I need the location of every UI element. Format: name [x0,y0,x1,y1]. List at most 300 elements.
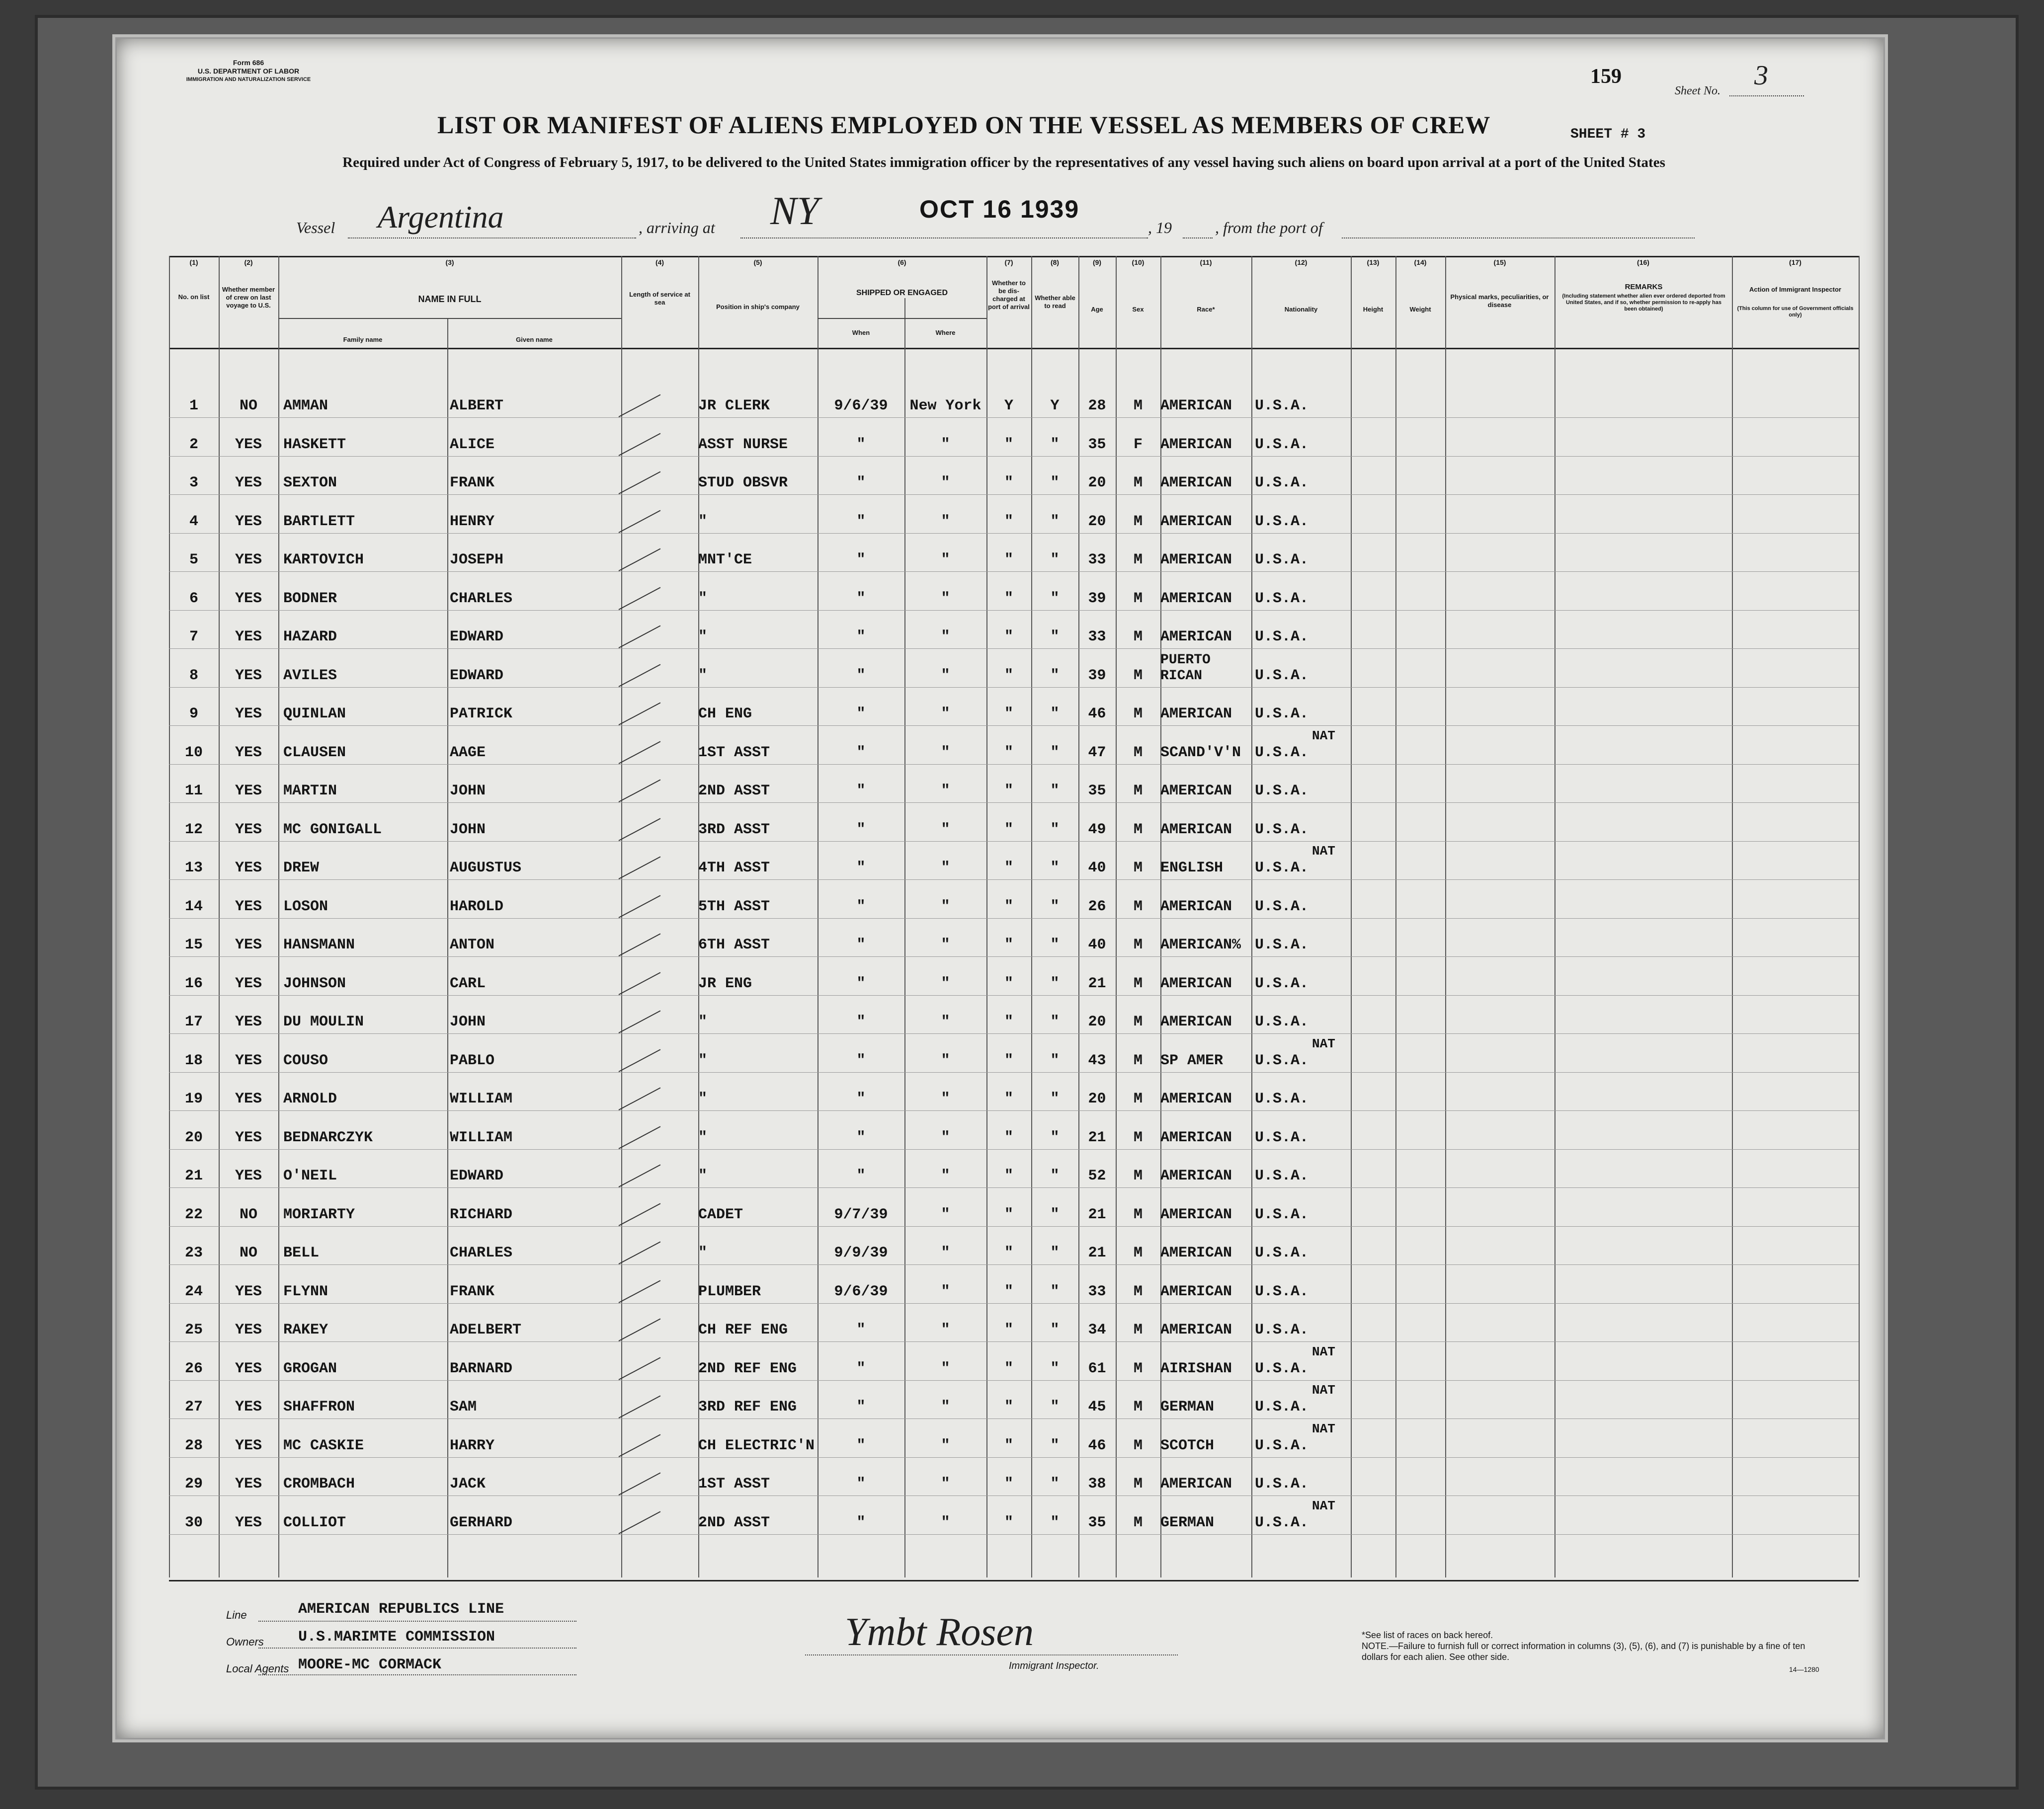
cell-where: " [941,744,950,761]
cell-age: 26 [1088,898,1106,915]
cell-position: " [698,1091,708,1107]
cell-nationality: U.S.A. [1255,1476,1309,1493]
cell-voyage: YES [235,1091,262,1107]
cell-sex: M [1133,513,1143,530]
cell-position: CH REF ENG [698,1322,788,1338]
vessel-name: Argentina [378,199,504,235]
cell-able-read: " [1050,821,1060,838]
cell-age: 47 [1088,744,1106,761]
cell-able-read: " [1050,1283,1060,1300]
cell-age: 35 [1088,1514,1106,1531]
cell-voyage: YES [235,474,262,491]
cell-nationality: U.S.A. [1255,1283,1309,1300]
cell-no: 18 [184,1052,203,1069]
header-physical-marks: Physical marks, peculiarities, or disease [1450,293,1549,309]
form-code: 14—1280 [1789,1665,1819,1673]
row-rule [169,879,1859,880]
cell-nationality: U.S.A. [1255,975,1309,992]
row-rule [169,417,1859,418]
header-action: Action of Immigrant Inspector [1749,286,1841,293]
cell-given-name: EDWARD [450,1168,504,1184]
cell-no: 16 [184,975,203,992]
cell-given-name: PATRICK [450,706,513,722]
cell-when: " [856,1014,866,1030]
cell-when: " [856,513,866,530]
cell-when: " [856,706,866,722]
cell-discharged: Y [1004,397,1013,414]
cell-no: 10 [184,744,203,761]
cell-sex: M [1133,590,1143,607]
cell-position: CADET [698,1206,743,1223]
cell-naturalized-note: NAT [1312,1383,1335,1398]
cell-race: AMERICAN [1160,1322,1232,1338]
cell-where: " [941,975,950,992]
row-rule [169,1341,1859,1342]
header-race: Race* [1197,306,1215,313]
cell-family-name: GROGAN [283,1360,337,1377]
name-subheader-line [278,318,621,319]
cell-position: 1ST ASST [698,1476,770,1493]
row-rule [169,1187,1859,1188]
colnum-6: (6) [898,258,906,266]
row-rule [169,1380,1859,1381]
cell-no: 28 [184,1437,203,1454]
cell-family-name: HANSMANN [283,937,355,953]
cell-able-read: " [1050,513,1060,530]
cell-no: 29 [184,1476,203,1493]
cell-when: " [856,551,866,568]
cell-voyage: YES [235,1476,262,1493]
cell-family-name: KARTOVICH [283,551,364,568]
cell-race: GERMAN [1160,1514,1215,1531]
cell-given-name: WILLIAM [450,1129,513,1146]
cell-able-read: " [1050,975,1060,992]
col-line [1732,256,1733,1577]
cell-discharged: " [1004,1399,1013,1416]
cell-no: 4 [189,513,198,530]
cell-where: " [941,898,950,915]
cell-voyage: YES [235,975,262,992]
cell-no: 20 [184,1129,203,1146]
cell-nationality: U.S.A. [1255,1514,1309,1531]
cell-family-name: COLLIOT [283,1514,346,1531]
cell-family-name: LOSON [283,898,328,915]
cell-race: AMERICAN [1160,551,1232,568]
cell-where: " [941,474,950,491]
cell-nationality: U.S.A. [1255,551,1309,568]
cell-when: " [856,474,866,491]
cell-where: " [941,1052,950,1069]
vessel-line [348,237,636,238]
cell-given-name: EDWARD [450,667,504,684]
cell-race: AMERICAN [1160,706,1232,722]
cell-given-name: AUGUSTUS [450,860,522,876]
cell-family-name: QUINLAN [283,706,346,722]
cell-no: 22 [184,1206,203,1223]
header-family-name: Family name [343,336,383,343]
header-remarks: REMARKS [1625,283,1663,291]
shipped-subheader-line [818,318,986,319]
year-label: , 19 [1148,219,1172,236]
cell-nationality: U.S.A. [1255,1245,1309,1261]
penalty-note: NOTE.—Failure to furnish full or correct information in columns (3), (5), (6), and (7) is punishable by a fine of ten dollars for each alien. See other side. [1362,1641,1805,1662]
cell-sex: M [1133,1091,1143,1107]
cell-given-name: JOHN [450,1014,486,1030]
line-underline [258,1621,576,1622]
cell-given-name: CHARLES [450,590,513,607]
cell-position: STUD OBSVR [698,474,788,491]
cell-nationality: U.S.A. [1255,436,1309,453]
cell-when: 9/7/39 [834,1206,888,1223]
cell-discharged: " [1004,1514,1013,1531]
cell-when: " [856,1514,866,1531]
cell-given-name: JACK [450,1476,486,1493]
cell-family-name: SEXTON [283,474,337,491]
cell-able-read: " [1050,1514,1060,1531]
col-line [1445,256,1446,1577]
cell-position: " [698,1168,708,1184]
cell-voyage: YES [235,1052,262,1069]
header-action-sub: (This column for use of Government officials only) [1737,306,1854,318]
cell-sex: M [1133,937,1143,953]
cell-discharged: " [1004,1476,1013,1493]
row-rule [169,956,1859,957]
header-remarks-sub: (Including statement whether alien ever ordered deported from United States, and if so, whether permission to re-apply has been obtained) [1562,293,1725,312]
cell-where: " [941,590,950,607]
cell-nationality: U.S.A. [1255,706,1309,722]
cell-when: " [856,436,866,453]
cell-voyage: YES [235,937,262,953]
col-line [1160,256,1161,1577]
cell-able-read: " [1050,1399,1060,1416]
cell-voyage: YES [235,1399,262,1416]
cell-family-name: HAZARD [283,629,337,645]
cell-nationality: U.S.A. [1255,590,1309,607]
owners-underline [258,1648,576,1649]
col-line [1116,256,1117,1577]
cell-voyage: YES [235,436,262,453]
cell-position: " [698,1129,708,1146]
cell-naturalized-note: NAT [1312,1344,1335,1359]
line-label: Line [226,1609,247,1621]
cell-able-read: " [1050,783,1060,799]
cell-no: 19 [184,1091,203,1107]
row-rule [169,1264,1859,1265]
cell-when: " [856,1129,866,1146]
cell-where: " [941,1476,950,1493]
cell-where: " [941,1206,950,1223]
colnum-15: (15) [1493,258,1506,266]
cell-when: " [856,744,866,761]
page-subtitle: Required under Act of Congress of February 5, 1917, to be delivered to the United States immigration officer by the representatives of any vessel having such aliens on board upon arrival at a port of the United States [342,155,1665,170]
cell-sex: M [1133,1514,1143,1531]
cell-family-name: DU MOULIN [283,1014,364,1030]
sheet-no-label: Sheet No. [1675,84,1720,97]
cell-race: AMERICAN [1160,1129,1232,1146]
colnum-14: (14) [1414,258,1427,266]
cell-voyage: YES [235,1437,262,1454]
row-rule [169,802,1859,803]
cell-no: 30 [184,1514,203,1531]
cell-discharged: " [1004,590,1013,607]
cell-sex: M [1133,783,1143,799]
cell-position: " [698,590,708,607]
colnum-11: (11) [1200,258,1212,266]
cell-able-read: " [1050,1437,1060,1454]
header-position: Position in ship's company [716,303,800,311]
cell-given-name: JOSEPH [450,551,504,568]
cell-sex: M [1133,744,1143,761]
cell-race: AIRISHAN [1160,1360,1232,1377]
arriving-line [740,237,1148,238]
cell-when: " [856,783,866,799]
cell-sex: M [1133,1052,1143,1069]
cell-voyage: NO [239,1206,257,1223]
cell-nationality: U.S.A. [1255,783,1309,799]
cell-age: 28 [1088,397,1106,414]
cell-voyage: YES [235,783,262,799]
cell-family-name: O'NEIL [283,1168,337,1184]
cell-age: 34 [1088,1322,1106,1338]
cell-race: AMERICAN [1160,1206,1232,1223]
cell-voyage: YES [235,1014,262,1030]
cell-no: 11 [184,783,203,799]
cell-given-name: ALBERT [450,397,504,414]
row-rule [169,533,1859,534]
cell-able-read: " [1050,436,1060,453]
row-rule [169,1303,1859,1304]
cell-no: 23 [184,1245,203,1261]
cell-discharged: " [1004,629,1013,645]
races-note: *See list of races on back hereof. [1362,1630,1493,1640]
cell-voyage: YES [235,590,262,607]
cell-position: " [698,1245,708,1261]
row-rule [169,610,1859,611]
col-line [1554,256,1555,1577]
cell-sex: M [1133,860,1143,876]
cell-age: 39 [1088,590,1106,607]
cell-discharged: " [1004,898,1013,915]
cell-voyage: NO [239,1245,257,1261]
cell-no: 5 [189,551,198,568]
header-height: Height [1363,306,1384,313]
colnum-9: (9) [1092,258,1102,266]
cell-discharged: " [1004,1129,1013,1146]
cell-given-name: CARL [450,975,486,992]
cell-where: " [941,513,950,530]
cell-nationality: U.S.A. [1255,474,1309,491]
cell-sex: M [1133,1168,1143,1184]
cell-able-read: " [1050,474,1060,491]
cell-position: " [698,1052,708,1069]
col-line [1859,256,1860,1577]
col-line [698,256,699,1577]
cell-nationality: U.S.A. [1255,1129,1309,1146]
cell-given-name: AAGE [450,744,486,761]
cell-where: " [941,937,950,953]
cell-no: 3 [189,474,198,491]
cell-race: AMERICAN [1160,1014,1232,1030]
header-length-service: Length of service at sea [629,291,690,306]
cell-where: " [941,1245,950,1261]
cell-when: " [856,1399,866,1416]
cell-position: 2ND ASST [698,783,770,799]
cell-when: " [856,898,866,915]
cell-given-name: FRANK [450,474,495,491]
cell-no: 14 [184,898,203,915]
row-rule [169,456,1859,457]
cell-sex: M [1133,629,1143,645]
cell-age: 39 [1088,667,1106,684]
cell-able-read: " [1050,1091,1060,1107]
cell-race: AMERICAN [1160,1476,1232,1493]
cell-nationality: U.S.A. [1255,667,1309,684]
cell-given-name: EDWARD [450,629,504,645]
cell-race: AMERICAN [1160,590,1232,607]
cell-given-name: WILLIAM [450,1091,513,1107]
cell-race: SCOTCH [1160,1437,1215,1454]
cell-where: " [941,436,950,453]
cell-age: 45 [1088,1399,1106,1416]
cell-sex: M [1133,1399,1143,1416]
cell-position: " [698,667,708,684]
cell-sex: M [1133,821,1143,838]
cell-where: " [941,1129,950,1146]
cell-given-name: HENRY [450,513,495,530]
cell-nationality: U.S.A. [1255,821,1309,838]
arriving-label: , arriving at [639,219,715,236]
cell-family-name: CLAUSEN [283,744,346,761]
cell-age: 20 [1088,1014,1106,1030]
cell-race: AMERICAN [1160,397,1232,414]
cell-race: AMERICAN [1160,629,1232,645]
cell-naturalized-note: NAT [1312,1498,1335,1513]
cell-sex: M [1133,397,1143,414]
cell-age: 21 [1088,975,1106,992]
cell-voyage: YES [235,1514,262,1531]
cell-position: CH ENG [698,706,752,722]
cell-where: " [941,551,950,568]
cell-where: " [941,1360,950,1377]
cell-no: 24 [184,1283,203,1300]
cell-family-name: HASKETT [283,436,346,453]
cell-when: " [856,1437,866,1454]
cell-able-read: " [1050,590,1060,607]
cell-age: 21 [1088,1129,1106,1146]
cell-no: 27 [184,1399,203,1416]
row-rule [169,995,1859,996]
cell-where: " [941,860,950,876]
cell-able-read: " [1050,629,1060,645]
row-rule [169,494,1859,495]
colnum-5: (5) [753,258,762,266]
col-line [278,256,279,1577]
cell-family-name: MARTIN [283,783,337,799]
row-rule [169,648,1859,649]
cell-where: " [941,1399,950,1416]
cell-discharged: " [1004,783,1013,799]
row-rule [169,1418,1859,1419]
cell-discharged: " [1004,821,1013,838]
cell-family-name: BELL [283,1245,320,1261]
cell-naturalized-note: NAT [1312,844,1335,859]
cell-where: " [941,1014,950,1030]
cell-discharged: " [1004,1014,1013,1030]
cell-race: ENGLISH [1160,860,1224,876]
cell-sex: M [1133,1283,1143,1300]
cell-no: 8 [189,667,198,684]
cell-race: AMERICAN [1160,513,1232,530]
cell-given-name: SAM [450,1399,477,1416]
sheet-hash: SHEET # 3 [1570,127,1646,142]
col-line [1251,256,1252,1577]
cell-no: 21 [184,1168,203,1184]
cell-discharged: " [1004,1052,1013,1069]
cell-age: 20 [1088,513,1106,530]
cell-where: " [941,783,950,799]
page-title: LIST OR MANIFEST OF ALIENS EMPLOYED ON THE VESSEL AS MEMBERS OF CREW [437,111,1491,139]
colnum-7: (7) [1004,258,1013,266]
header-last-voyage: Whether member of crew on last voyage to U.S. [222,286,275,309]
cell-nationality: U.S.A. [1255,513,1309,530]
cell-age: 21 [1088,1245,1106,1261]
cell-race: AMERICAN [1160,1091,1232,1107]
row-rule [169,571,1859,572]
cell-able-read: " [1050,898,1060,915]
cell-nationality: U.S.A. [1255,1399,1309,1416]
cell-when: " [856,860,866,876]
inspector-label: Immigrant Inspector. [1009,1660,1099,1671]
cell-given-name: HARRY [450,1437,495,1454]
cell-family-name: JOHNSON [283,975,346,992]
cell-naturalized-note: NAT [1312,1421,1335,1436]
cell-given-name: JOHN [450,821,486,838]
stamp-number: 159 [1590,65,1622,88]
cell-no: 1 [189,397,198,414]
row-rule [169,918,1859,919]
cell-age: 33 [1088,629,1106,645]
header-when: When [852,329,870,336]
cell-no: 25 [184,1322,203,1338]
cell-able-read: " [1050,706,1060,722]
header-age: Age [1091,306,1103,313]
cell-family-name: MC GONIGALL [283,821,382,838]
colnum-16: (16) [1637,258,1649,266]
sheet-no-value: 3 [1754,60,1768,91]
form-identification [149,59,348,84]
colnum-3: (3) [445,258,454,266]
cell-when: " [856,1360,866,1377]
col-line [1351,256,1352,1577]
cell-sex: M [1133,1129,1143,1146]
cell-voyage: YES [235,1360,262,1377]
port-label: , from the port of [1215,219,1323,236]
cell-position: MNT'CE [698,551,752,568]
cell-when: " [856,1322,866,1338]
cell-when: " [856,821,866,838]
header-where: Where [935,329,956,336]
cell-age: 52 [1088,1168,1106,1184]
cell-position: 2ND REF ENG [698,1360,797,1377]
cell-no: 13 [184,860,203,876]
col-line [1078,256,1079,1577]
cell-no: 9 [189,706,198,722]
row-rule [169,1226,1859,1227]
header-discharged: Whether to be dis-charged at port of arrival [988,279,1030,311]
cell-nationality: U.S.A. [1255,1206,1309,1223]
cell-voyage: YES [235,1129,262,1146]
cell-discharged: " [1004,551,1013,568]
